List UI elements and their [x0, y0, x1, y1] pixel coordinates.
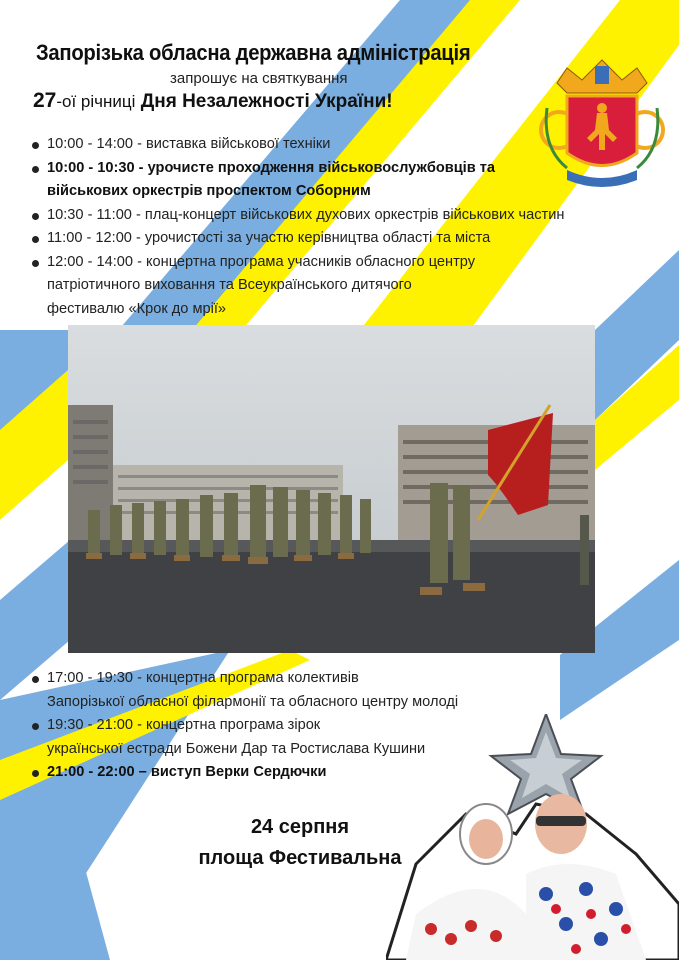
event-date: 24 серпня	[250, 816, 350, 838]
schedule-item: 10:00 - 14:00 - виставка військової техніки	[30, 133, 670, 157]
schedule-morning-list	[30, 133, 670, 321]
schedule-item: 17:00 - 19:30 - концертна програма колективів Запорізької обласної філармонії та обласного центру молоді	[30, 667, 550, 714]
schedule-item: 10:30 - 11:00 - плац-концерт військових духових оркестрів військових частин	[30, 204, 670, 228]
anniversary-number: 27	[33, 89, 57, 112]
schedule-item: 21:00 - 22:00 – виступ Верки Сердючки	[30, 761, 550, 785]
schedule-item: 10:00 - 10:30 - урочисте проходження військовослужбовців та військових оркестрів проспектом Соборним	[30, 157, 670, 204]
military-parade-photo	[68, 325, 595, 653]
schedule-item: 12:00 - 14:00 - концертна програма учасників обласного центру патріотичного виховання та Всеукраїнського дитячого фестивалю «Крок до мрії»	[30, 251, 670, 322]
schedule-item: 11:00 - 12:00 - урочистості за участю керівництва області та міста	[30, 227, 670, 251]
anniversary-suffix: -ої річниці	[56, 92, 136, 111]
page-title: Запорізька обласна державна адміністрація	[36, 40, 471, 65]
holiday-name: Дня Незалежності України!	[140, 91, 393, 112]
schedule-item: 19:30 - 21:00 - концертна програма зірок української естради Божени Дар та Ростислава Кушини	[30, 714, 550, 761]
page-subtitle: запрошує на святкування	[170, 70, 348, 87]
event-place: площа Фестивальна	[198, 847, 402, 869]
performer-illustration	[386, 714, 679, 960]
headline	[33, 89, 393, 113]
